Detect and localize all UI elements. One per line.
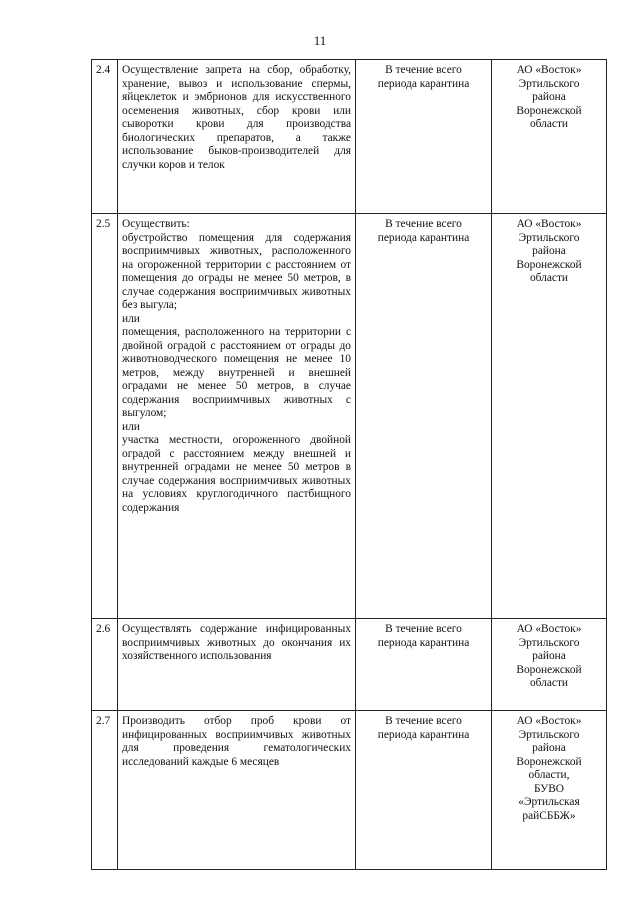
responsible-line: «Эртильская bbox=[518, 796, 580, 808]
measure-paragraph: или bbox=[122, 420, 140, 433]
responsible-line: АО «Восток» bbox=[516, 218, 582, 230]
responsible-cell bbox=[492, 60, 607, 214]
responsible-line: Воронежской bbox=[516, 258, 582, 271]
responsible-line: Эртильского bbox=[518, 728, 580, 741]
term-line: периода карантина bbox=[377, 231, 470, 244]
responsible-line: АО «Восток» bbox=[516, 715, 582, 727]
responsible-line: Эртильского bbox=[518, 231, 580, 244]
measure-text bbox=[118, 214, 356, 619]
measure-paragraph: Осуществление запрета на сбор, обработку, хранение, вывоз и использование спермы, яйцеклеток и эмбрионов для искусственного осеменения животных, сбор крови или сыворотки крови для производства биологических препаратов, а также использование быков-производителей для случки коров и телок bbox=[122, 64, 351, 171]
row-number: 2.5 bbox=[92, 214, 118, 619]
term-line: В течение всего bbox=[385, 218, 462, 230]
row-number: 2.4 bbox=[92, 60, 118, 214]
table-row bbox=[92, 60, 607, 214]
measure-paragraph: Осуществлять содержание инфицированных восприимчивых животных до окончания их хозяйственного использования bbox=[122, 623, 351, 662]
responsible-line: АО «Восток» bbox=[516, 623, 582, 635]
measure-text bbox=[118, 60, 356, 214]
measure-text bbox=[118, 711, 356, 870]
responsible-line: АО «Восток» bbox=[516, 64, 582, 76]
responsible-line: района bbox=[532, 91, 566, 103]
responsible-cell bbox=[492, 619, 607, 711]
responsible-line: Воронежской bbox=[516, 663, 582, 676]
responsible-line: области bbox=[529, 677, 569, 689]
table-row bbox=[92, 619, 607, 711]
responsible-line: области bbox=[529, 272, 569, 284]
responsible-line: района bbox=[532, 742, 566, 754]
measure-text bbox=[118, 619, 356, 711]
term-line: В течение всего bbox=[385, 623, 462, 635]
measures-table bbox=[91, 59, 607, 870]
responsible-line: района bbox=[532, 245, 566, 257]
term-line: В течение всего bbox=[385, 715, 462, 727]
responsible-line: Воронежской bbox=[516, 755, 582, 768]
row-number: 2.6 bbox=[92, 619, 118, 711]
term-line: периода карантина bbox=[377, 636, 470, 649]
table-row bbox=[92, 711, 607, 870]
responsible-line: Воронежской bbox=[516, 104, 582, 117]
term-line: периода карантина bbox=[377, 728, 470, 741]
responsible-line: области bbox=[529, 118, 569, 130]
responsible-cell bbox=[492, 711, 607, 870]
term-cell bbox=[356, 214, 492, 619]
measure-paragraph: обустройство помещения для содержания восприимчивых животных, расположенного на огороженной территории с расстоянием от помещения до ограды не менее 50 метров, в случае содержания восприимчивых животных без выгула; bbox=[122, 231, 351, 311]
term-cell bbox=[356, 60, 492, 214]
responsible-cell bbox=[492, 214, 607, 619]
table-row bbox=[92, 214, 607, 619]
row-number: 2.7 bbox=[92, 711, 118, 870]
term-line: В течение всего bbox=[385, 64, 462, 76]
term-line: периода карантина bbox=[377, 77, 470, 90]
responsible-line: Эртильского bbox=[518, 636, 580, 649]
measure-paragraph: Производить отбор проб крови от инфицированных восприимчивых животных для проведения гематологических исследований каждые 6 месяцев bbox=[122, 715, 351, 768]
responsible-line: Эртильского bbox=[518, 77, 580, 90]
measure-paragraph: помещения, расположенного на территории с двойной оградой с расстоянием от ограды до животноводческого помещения не менее 10 метров, между внутренней и внешней оградами не менее 50 метров, в случае содержания восприимчивых животных с выгулом; bbox=[122, 326, 351, 419]
responsible-line: БУВО bbox=[533, 782, 565, 795]
measure-paragraph: Осуществить: bbox=[122, 218, 190, 230]
measure-paragraph: участка местности, огороженного двойной оградой с расстоянием между внешней и внутренней оградами не менее 50 метров в случае содержания восприимчивых животных на условиях круглогодичного пастбищного содержания bbox=[122, 434, 351, 514]
responsible-line: райСББЖ» bbox=[522, 809, 576, 822]
term-cell bbox=[356, 711, 492, 870]
responsible-line: области, bbox=[528, 769, 570, 781]
page-number: 11 bbox=[313, 33, 327, 48]
measure-paragraph: или bbox=[122, 312, 140, 325]
responsible-line: района bbox=[532, 650, 566, 662]
term-cell bbox=[356, 619, 492, 711]
